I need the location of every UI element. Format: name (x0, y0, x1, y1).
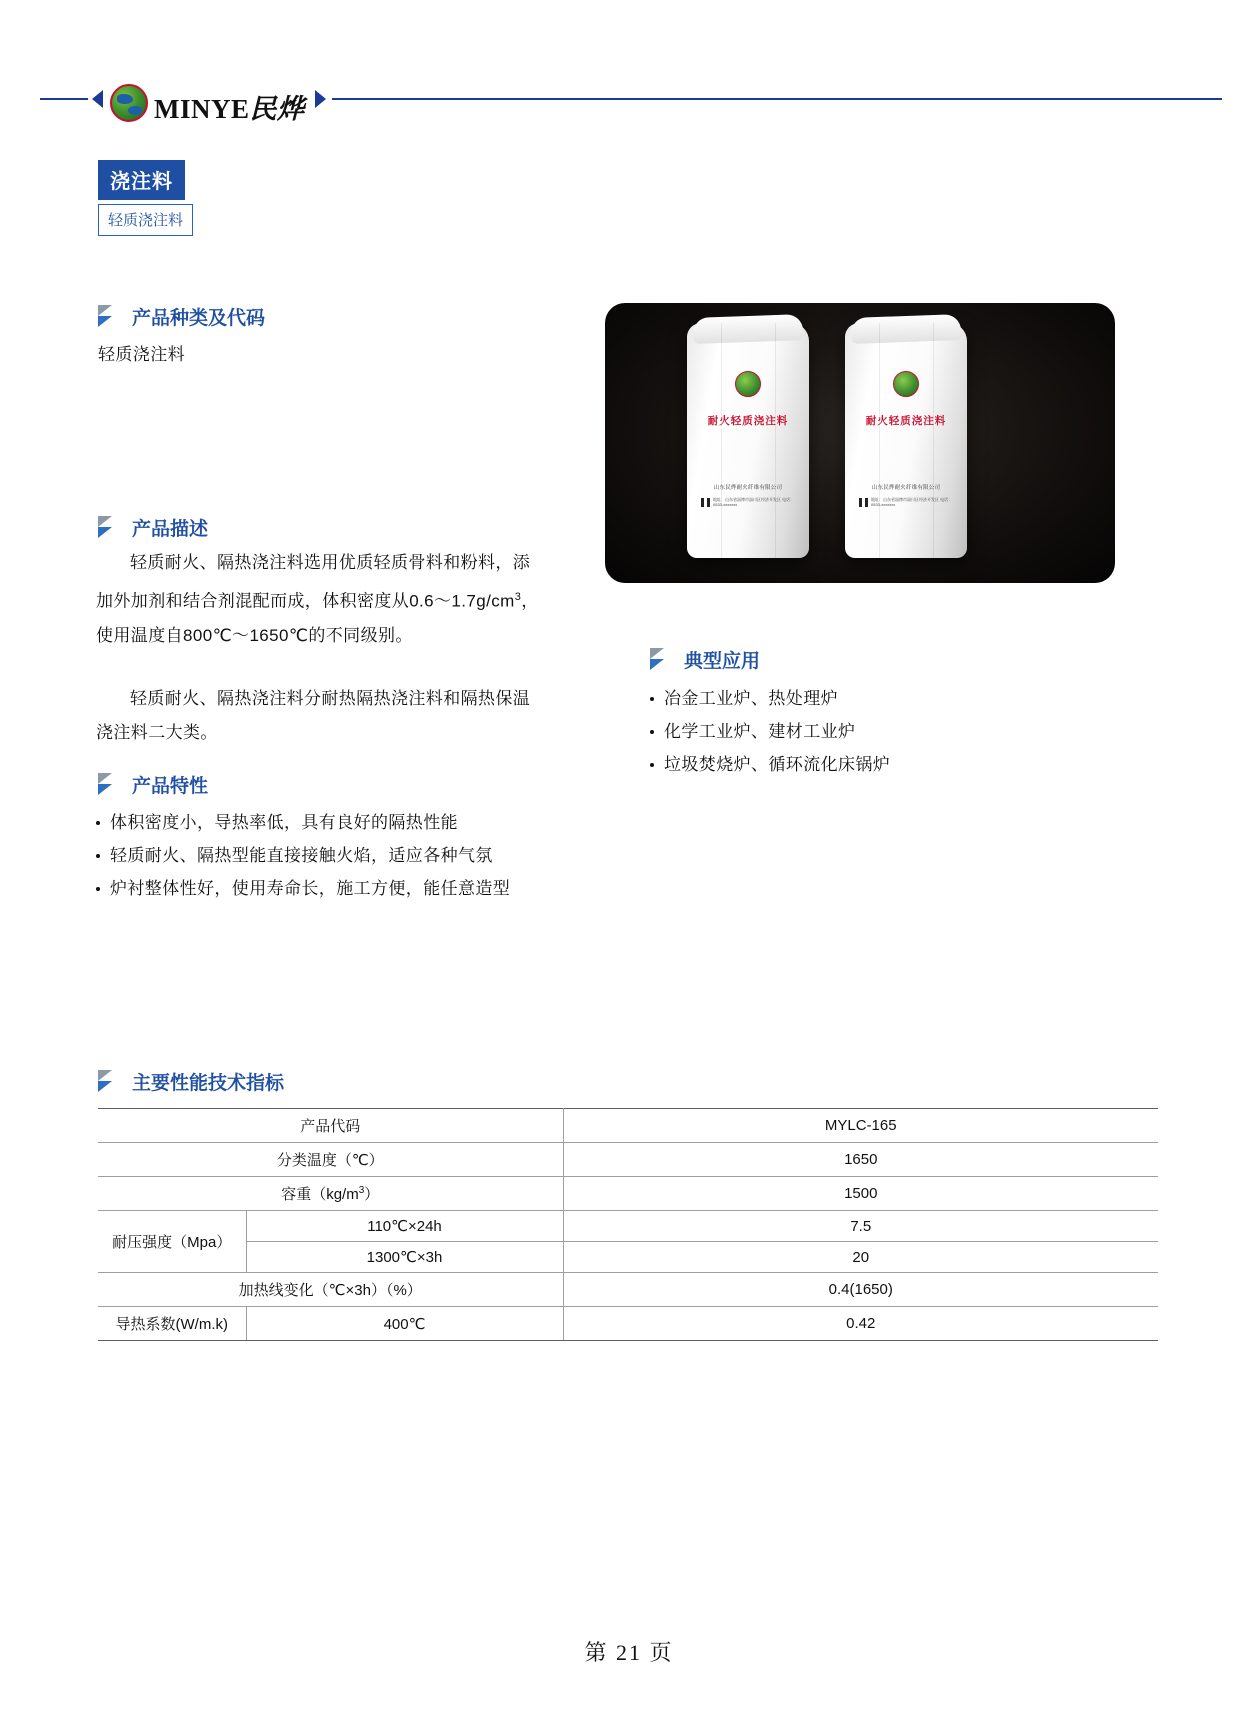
bag-company-text: 山东民烨耐火纤维有限公司 (713, 485, 783, 491)
table-row (98, 1211, 1158, 1242)
triangle-left-icon (92, 90, 103, 108)
section-title-spec-table: 主要性能技术指标 (132, 1073, 285, 1094)
table-row (98, 1307, 1158, 1341)
list-item: 炉衬整体性好，使用寿命长，施工方便，能任意造型 (94, 872, 574, 905)
spec-sublabel-110c-24h: 110℃×24h (246, 1211, 563, 1242)
bag-top-fold (851, 314, 962, 344)
bag-company-text: 山东民烨耐火纤维有限公司 (871, 485, 941, 491)
triangle-right-icon (315, 90, 326, 108)
features-list (94, 806, 574, 905)
page-footer: 第 21 页 (584, 1640, 674, 1665)
description-paragraph-1-part-b: ，使用温度自800℃～1650℃的不同级别。 (96, 591, 539, 645)
description-superscript: 3 (514, 591, 522, 603)
spec-value-linear-change: 0.4(1650) (563, 1273, 1158, 1307)
spec-table-wrapper (98, 1108, 1158, 1341)
category-main-tag: 浇注料 (98, 160, 185, 200)
flag-icon (98, 1070, 114, 1092)
page-header (0, 78, 1258, 122)
table-row (98, 1143, 1158, 1177)
spec-value-bulk-density: 1500 (563, 1177, 1158, 1211)
bag-fine-print: 地址：山东省淄博市淄川区经济开发区 电话：0533-xxxxxxx (871, 497, 953, 507)
section-title-product-features: 产品特性 (132, 776, 209, 797)
spec-sublabel-400c: 400℃ (246, 1307, 563, 1341)
spec-value-thermal-conductivity: 0.42 (563, 1307, 1158, 1341)
section-title-product-description: 产品描述 (132, 519, 209, 540)
product-bag-left (687, 323, 809, 558)
spec-label-thermal-conductivity: 导热系数(W/m.k) (98, 1307, 246, 1341)
flag-icon (98, 305, 114, 327)
spec-label-classification-temp: 分类温度（℃） (98, 1143, 563, 1177)
applications-list (648, 682, 1098, 781)
qr-code-icon (859, 498, 868, 507)
bag-logo-icon (735, 371, 761, 397)
brand-name-en: MINYE (154, 94, 250, 124)
globe-logo-icon (110, 84, 148, 122)
spec-table (98, 1108, 1158, 1341)
table-row (98, 1242, 1158, 1273)
spec-value-1300c-3h: 20 (563, 1242, 1158, 1273)
spec-label-compressive-strength: 耐压强度（Mpa） (98, 1211, 246, 1273)
product-photo (605, 303, 1115, 583)
section-title-product-types: 产品种类及代码 (132, 308, 266, 329)
header-rule-right (332, 98, 1222, 100)
list-item: 体积密度小，导热率低，具有良好的隔热性能 (94, 806, 574, 839)
spec-value-classification-temp: 1650 (563, 1143, 1158, 1177)
table-row (98, 1109, 1158, 1143)
bag-footer-block (701, 497, 795, 507)
brand-logo-text (154, 87, 305, 126)
bag-logo-icon (893, 371, 919, 397)
description-paragraph-2: 轻质耐火、隔热浇注料分耐热隔热浇注料和隔热保温浇注料二大类。 (96, 689, 531, 742)
category-tags (98, 160, 193, 236)
bag-footer-block (859, 497, 953, 507)
table-row (98, 1177, 1158, 1211)
list-item: 垃圾焚烧炉、循环流化床锅炉 (648, 748, 1098, 781)
description-paragraph-1-part-a: 轻质耐火、隔热浇注料选用优质轻质骨料和粉料，添加外加剂和结合剂混配而成，体积密度从0.6～1.7g/cm (96, 553, 531, 611)
bag-fine-print: 地址：山东省淄博市淄川区经济开发区 电话：0533-xxxxxxx (713, 497, 795, 507)
bag-top-fold (693, 314, 804, 344)
list-item: 化学工业炉、建材工业炉 (648, 715, 1098, 748)
qr-code-icon (701, 498, 710, 507)
spec-label-product-code: 产品代码 (98, 1109, 563, 1143)
spec-sublabel-1300c-3h: 1300℃×3h (246, 1242, 563, 1273)
flag-icon (98, 773, 114, 795)
bag-label-text: 耐火轻质浇注料 (707, 415, 789, 427)
product-types-content: 轻质浇注料 (98, 345, 185, 364)
section-title-typical-applications: 典型应用 (684, 651, 761, 672)
product-bag-right (845, 323, 967, 558)
spec-label-bulk-density: 容重$(kg/m^3)$ (98, 1177, 563, 1211)
category-sub-tag: 轻质浇注料 (98, 204, 193, 236)
list-item: 轻质耐火、隔热型能直接接触火焰，适应各种气氛 (94, 839, 574, 872)
header-rule-left (40, 98, 88, 100)
flag-icon (98, 516, 114, 538)
description-paragraph-1 (96, 546, 541, 653)
spec-value-product-code: MYLC-165 (563, 1109, 1158, 1143)
spec-label-linear-change: 加热线变化（℃×3h）（%） (98, 1273, 563, 1307)
table-row (98, 1273, 1158, 1307)
list-item: 冶金工业炉、热处理炉 (648, 682, 1098, 715)
bag-label-text: 耐火轻质浇注料 (865, 415, 947, 427)
brand-name-cn: 民烨 (249, 94, 305, 124)
spec-value-110c-24h: 7.5 (563, 1211, 1158, 1242)
flag-icon (650, 648, 666, 670)
